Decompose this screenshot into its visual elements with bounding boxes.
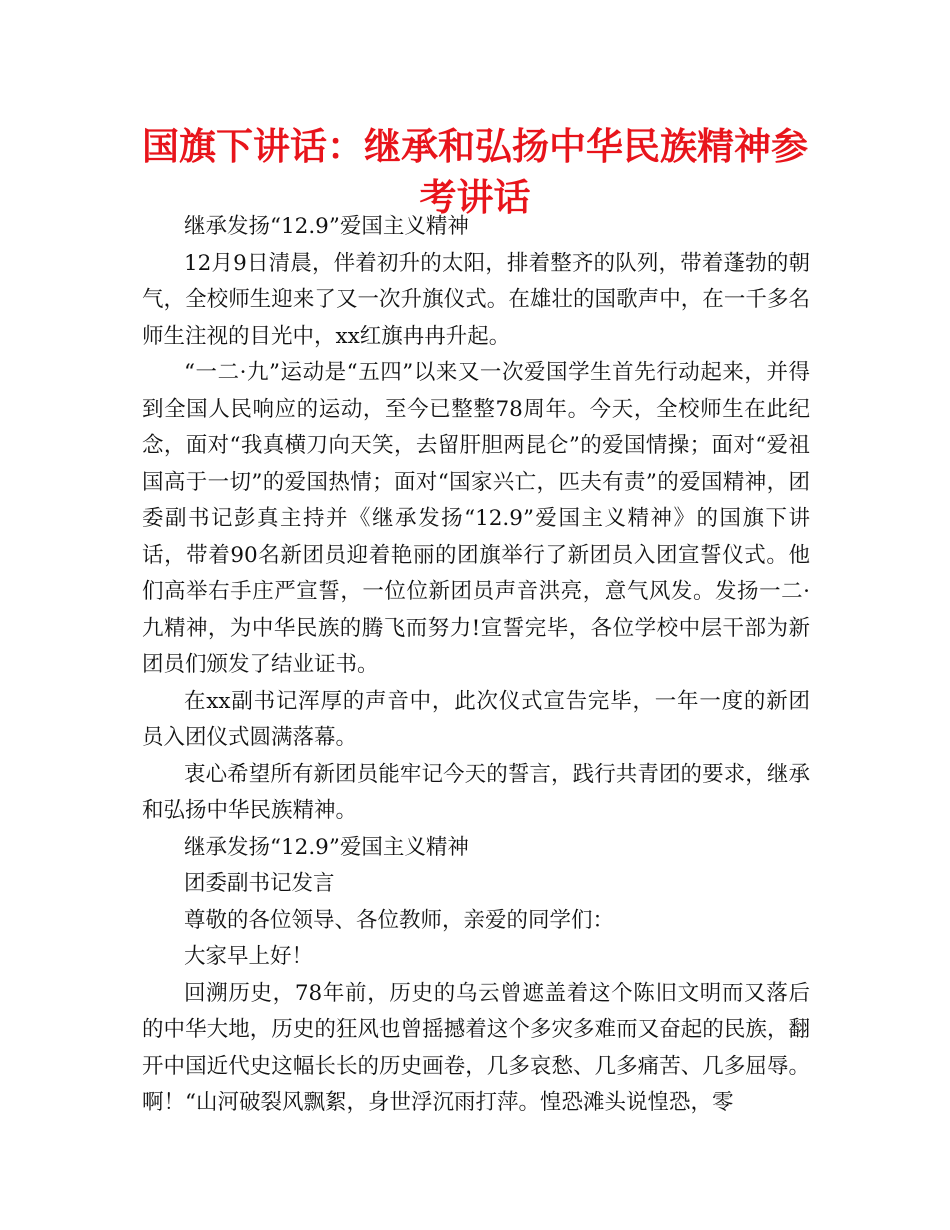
document-title: 国旗下讲话：继承和弘扬中华民族精神参考讲话 [142,125,808,219]
paragraph: 回溯历史，78年前，历史的乌云曾遮盖着这个陈旧文明而又落后的中华大地，历史的狂风也曾摇撼着这个多灾多难而又奋起的民族，翻开中国近代史这幅长长的历史画卷，几多哀愁、几多痛苦、几多屈辱。啊！“山河破裂风飘絮，身世浮沉雨打萍。惶恐滩头说惶恐，零 [142,980,810,1115]
paragraph: 在xx副书记浑厚的声音中，此次仪式宣告完毕，一年一度的新团员入团仪式圆满落幕。 [142,688,810,750]
document-body [142,209,810,1122]
paragraph: 12月9日清晨，伴着初升的太阳，排着整齐的队列，带着蓬勃的朝气，全校师生迎来了又一次升旗仪式。在雄壮的国歌声中，在一千多名师生注视的目光中，xx红旗冉冉升起。 [142,250,810,349]
paragraph: 衷心希望所有新团员能牢记今天的誓言，践行共青团的要求，继承和弘扬中华民族精神。 [142,761,810,823]
paragraph: “一二·九”运动是“五四”以来又一次爱国学生首先行动起来，并得到全国人民响应的运动，至今已整整78周年。今天，全校师生在此纪念，面对“我真横刀向天笑，去留肝胆两昆仑”的爱国情操；面对“爱祖国高于一切”的爱国热情；面对“国家兴亡，匹夫有责”的爱国精神，团委副书记彭真主持并《继承发扬“12.9”爱国主义精神》的国旗下讲话，带着90名新团员迎着艳丽的团旗举行了新团员入团宣誓仪式。他们高举右手庄严宣誓，一位位新团员声音洪亮，意气风发。发扬一二·九精神，为中华民族的腾飞而努力!宣誓完毕，各位学校中层干部为新团员们颁发了结业证书。 [142,360,810,677]
paragraph: 大家早上好！ [184,944,314,969]
paragraph: 团委副书记发言 [184,871,335,896]
paragraph: 尊敬的各位领导、各位教师，亲爱的同学们： [184,907,615,933]
paragraph: 继承发扬“12.9”爱国主义精神 [184,834,469,860]
paragraph: 继承发扬“12.9”爱国主义精神 [184,214,469,239]
